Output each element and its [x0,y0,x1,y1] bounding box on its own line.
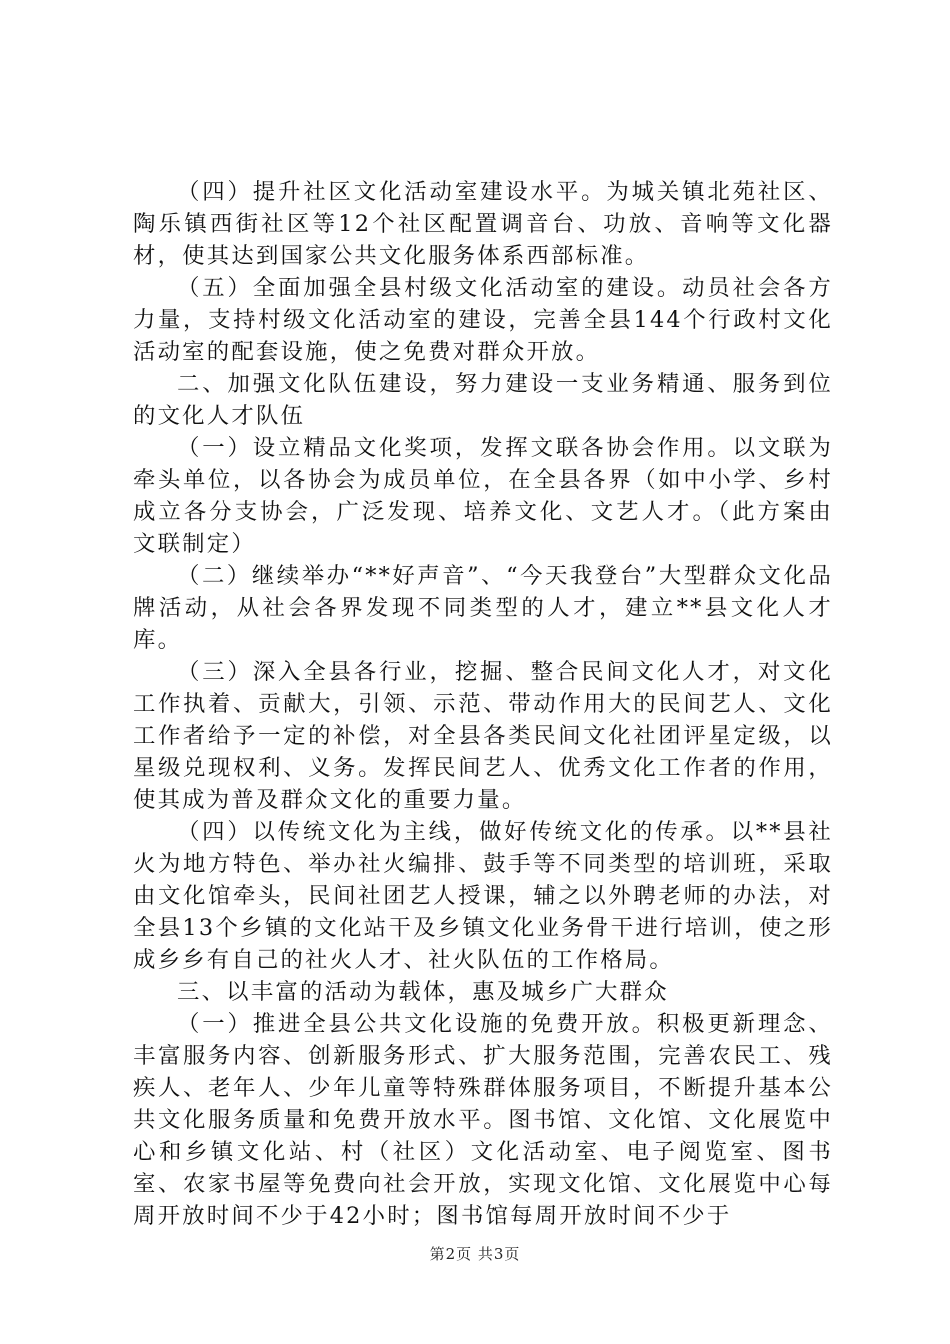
page-number-footer: 第2页 共3页 [429,1245,521,1263]
paragraph-free-opening: （一）推进全县公共文化设施的免费开放。积极更新理念、丰富服务内容、创新服务形式、扩大服务范围，完善农民工、残疾人、老年人、少年儿童等特殊群体服务项目，不断提升基本公共文化服务质量和免费开放水平。图书馆、文化馆、文化展览中心和乡镇文化站、村（社区）文化活动室、电子阅览室、图书室、农家书屋等免费向社会开放，实现文化馆、文化展览中心每周开放时间不少于42小时；图书馆每周开放时间不少于 [133,1011,833,1229]
paragraph-village-rooms: （五）全面加强全县村级文化活动室的建设。动员社会各方力量，支持村级文化活动室的建设，完善全县144个行政村文化活动室的配套设施，使之免费对群众开放。 [133,275,833,365]
document-body [133,176,833,1232]
section-heading-3: 三、以丰富的活动为载体，惠及城乡广大群众 [177,979,669,1005]
paragraph-traditional-culture: （四）以传统文化为主线，做好传统文化的传承。以**县社火为地方特色、举办社火编排、鼓手等不同类型的培训班，采取由文化馆牵头，民间社团艺人授课，辅之以外聘老师的办法，对全县13个乡镇的文化站干及乡镇文化业务骨干进行培训，使之形成乡乡有自己的社火人才、社火队伍的工作格局。 [133,819,833,973]
paragraph-awards: （一）设立精品文化奖项，发挥文联各协会作用。以文联为牵头单位，以各协会为成员单位，在全县各界（如中小学、乡村成立各分支协会，广泛发现、培养文化、文艺人才。（此方案由文联制定） [133,435,833,557]
paragraph-folk-talent: （三）深入全县各行业，挖掘、整合民间文化人才，对文化工作执着、贡献大，引领、示范、带动作用大的民间艺人、文化工作者给予一定的补偿，对全县各类民间文化社团评星定级，以星级兑现权利、义务。发挥民间艺人、优秀文化工作者的作用，使其成为普及群众文化的重要力量。 [133,659,833,813]
section-heading-2: 二、加强文化队伍建设，努力建设一支业务精通、服务到位的文化人才队伍 [133,371,833,429]
paragraph-community-rooms: （四）提升社区文化活动室建设水平。为城关镇北苑社区、陶乐镇西街社区等12个社区配置调音台、功放、音响等文化器材，使其达到国家公共文化服务体系西部标准。 [133,179,833,269]
paragraph-brand-activities: （二）继续举办“**好声音”、“今天我登台”大型群众文化品牌活动，从社会各界发现不同类型的人才，建立**县文化人才库。 [133,563,833,653]
